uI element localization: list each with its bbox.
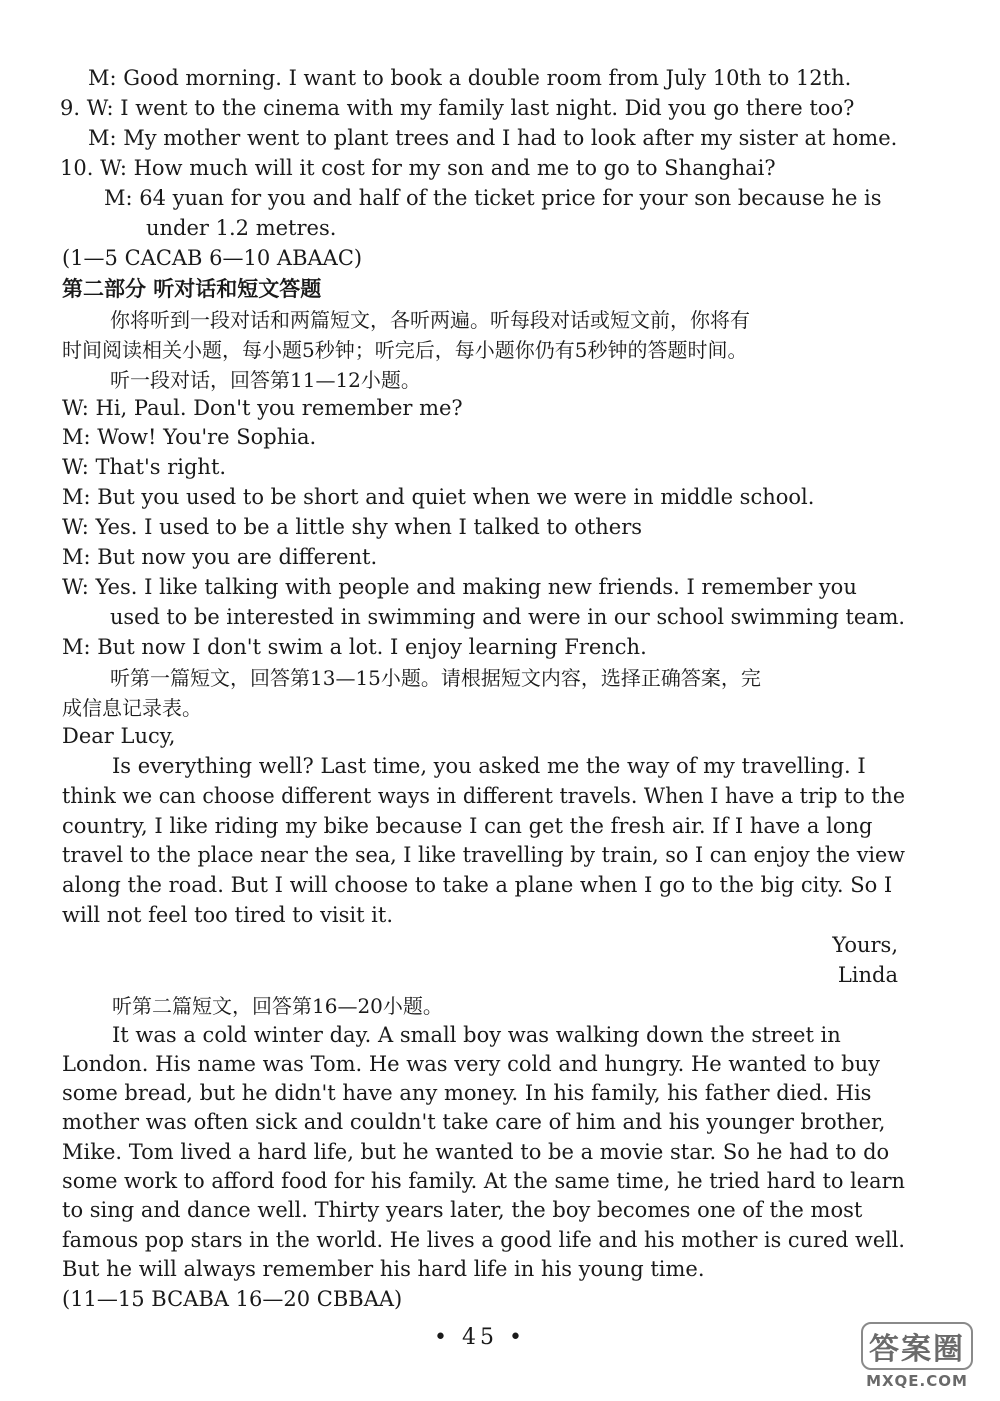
instruction-line: 成信息记录表。: [62, 696, 202, 720]
instruction-line: 听第一篇短文，回答第13—15小题。请根据短文内容，选择正确答案，完: [110, 666, 761, 690]
dialogue-line: M: But now you are different.: [62, 545, 378, 569]
dialogue-line: W: Hi, Paul. Don't you remember me?: [62, 396, 463, 420]
instruction-line: 时间阅读相关小题，每小题5秒钟；听完后，每小题你仍有5秒钟的答题时间。: [62, 338, 748, 362]
dialogue-line: W: Yes. I like talking with people and making new friends. I remember you: [62, 575, 857, 599]
text-line: under 1.2 metres.: [146, 216, 337, 240]
letter-line: think we can choose different ways in different travels. When I have a trip to the: [62, 784, 905, 808]
letter-line: along the road. But I will choose to take a plane when I go to the big city. So I: [62, 873, 893, 897]
instruction-line: 你将听到一段对话和两篇短文，各听两遍。听每段对话或短文前，你将有: [110, 308, 750, 332]
text-line: 10. W: How much will it cost for my son and me to go to Shanghai?: [60, 156, 776, 180]
dialogue-line: W: Yes. I used to be a little shy when I talked to others: [62, 515, 643, 539]
letter-line: travel to the place near the sea, I like travelling by train, so I can enjoy the view: [62, 843, 905, 867]
instruction-line: 听第二篇短文，回答第16—20小题。: [112, 994, 443, 1018]
dialogue-line: M: Wow! You're Sophia.: [62, 425, 317, 449]
dialogue-line: W: That's right.: [62, 455, 227, 479]
letter-signature: Linda: [837, 963, 898, 987]
section-heading: 第二部分 听对话和短文答题: [62, 277, 322, 301]
instruction-line: 听一段对话，回答第11—12小题。: [110, 368, 421, 392]
passage-line: It was a cold winter day. A small boy was walking down the street in: [112, 1023, 841, 1047]
page-number: • 45 •: [434, 1325, 526, 1350]
letter-line: Is everything well? Last time, you asked me the way of my travelling. I: [112, 754, 866, 778]
passage-line: to sing and dance well. Thirty years later, the boy becomes one of the most: [62, 1198, 863, 1222]
dialogue-line: used to be interested in swimming and were in our school swimming team.: [110, 605, 905, 629]
watermark-logo: [842, 1321, 992, 1391]
answer-key: (11—15 BCABA 16—20 CBBAA): [62, 1287, 403, 1311]
letter-line: country, I like riding my bike because I can get the fresh air. If I have a long: [62, 814, 873, 838]
text-line: M: 64 yuan for you and half of the ticket price for your son because he is: [104, 186, 882, 210]
text-line: M: Good morning. I want to book a double room from July 10th to 12th.: [88, 66, 852, 90]
passage-line: some work to afford food for his family. At the same time, he tried hard to learn: [62, 1169, 905, 1193]
watermark-site: MXQE.COM: [866, 1372, 968, 1390]
letter-closing: Yours,: [832, 933, 898, 957]
answer-key: (1—5 CACAB 6—10 ABAAC): [62, 246, 363, 270]
text-line: 9. W: I went to the cinema with my family last night. Did you go there too?: [60, 96, 855, 120]
letter-line: will not feel too tired to visit it.: [62, 903, 394, 927]
passage-line: mother was often sick and couldn't take care of him and his younger brother,: [62, 1110, 886, 1134]
passage-line: Mike. Tom lived a hard life, but he wanted to be a movie star. So he had to do: [62, 1140, 890, 1164]
passage-line: London. His name was Tom. He was very cold and hungry. He wanted to buy: [62, 1052, 880, 1076]
passage-line: famous pop stars in the world. He lives a good life and his mother is cured well.: [62, 1228, 905, 1252]
dialogue-line: M: But now I don't swim a lot. I enjoy learning French.: [62, 635, 647, 659]
passage-line: some bread, but he didn't have any money. In his family, his father died. His: [62, 1081, 872, 1105]
dialogue-line: M: But you used to be short and quiet when we were in middle school.: [62, 485, 815, 509]
watermark-seal: 答案圈: [861, 1322, 973, 1370]
text-line: M: My mother went to plant trees and I had to look after my sister at home.: [88, 126, 898, 150]
passage-line: But he will always remember his hard life in his young time.: [62, 1257, 705, 1281]
letter-salutation: Dear Lucy,: [62, 724, 176, 748]
